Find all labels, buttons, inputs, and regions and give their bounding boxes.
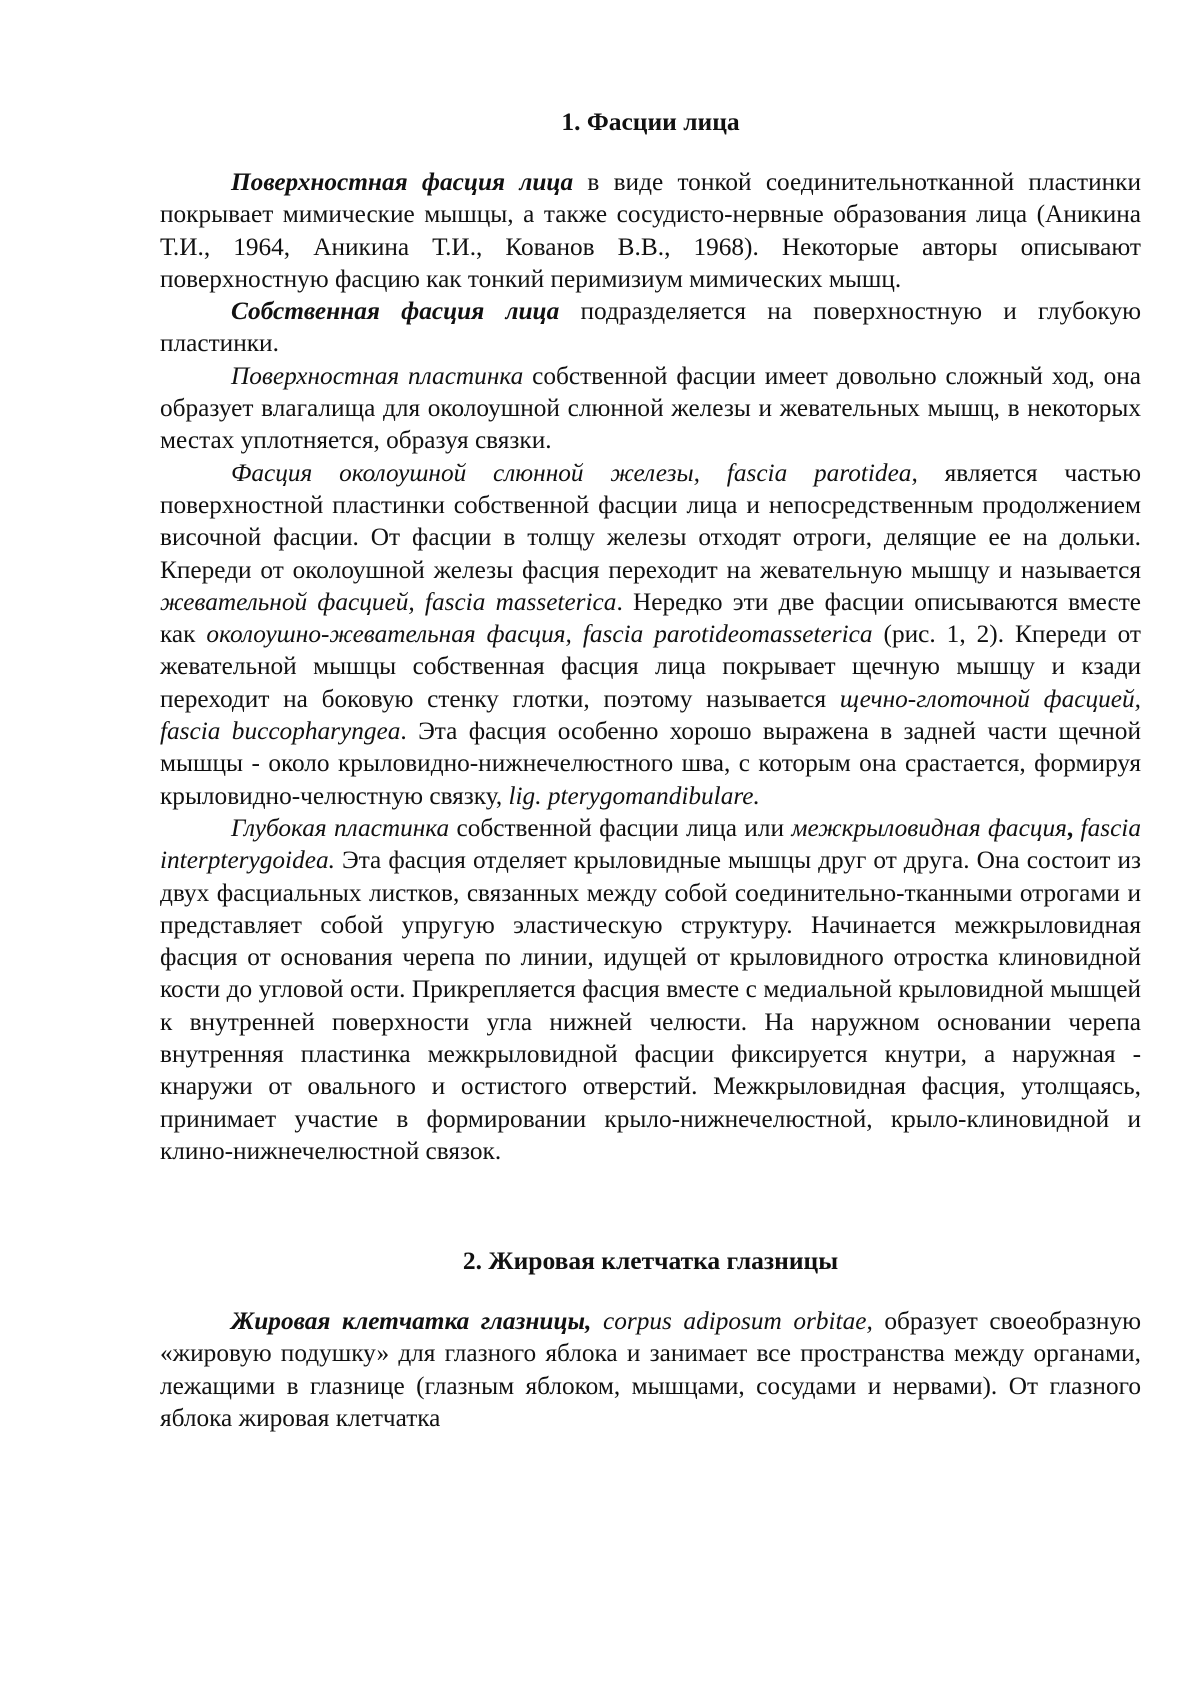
text-run: в виде тонкой соединительнотканной пластинки покрывает мимические мышцы, а также сосудисто-нервные образования лица (Аникина Т.И., 1964, Аникина Т.И., Кованов В.В., 1968). Некоторые авторы описывают поверхностную фасцию как тонкий перимизиум мимических мышц. [160,168,1141,293]
text-run: Поверхностная фасция лица [231,168,574,196]
paragraph [160,812,1141,1167]
paragraph [160,457,1141,812]
text-run: lig. pterygomandibulare. [508,781,760,810]
paragraph [160,1305,1141,1434]
section-2-body [160,1305,1141,1434]
text-run: образует своеобразную «жировую подушку» для глазного яблока и занимает все пространства между органами, лежащими в глазнице (глазным яблоком, мышцами, сосудами и нервами). От глазного яблока жировая клетчатка [160,1307,1142,1432]
text-run: околоушно-жевательная фасция, fascia parotideomasseterica [206,620,873,649]
text-run: , [1066,813,1074,842]
text-run: подразделяется на поверхностную и глубокую пластинки. [160,297,1141,358]
text-run: . Эта фасция особенно хорошо выражена в задней части щечной мышцы - около крыловидно-нижнечелюстного шва, с которым она срастается, формируя крыловидно-челюстную связку, [160,717,1141,810]
text-run: Глубокая пластинка [231,813,450,842]
text-run: Эта фасция отделяет крыловидные мышцы друг от друга. Она состоит из двух фасциальных листков, связанных между собой соединительно-тканными отрогами и представляет собой упругую эластическую структуру. Начинается межкрыловидная фасция от основания черепа по линии, идущей от крыловидного отростка клиновидной кости до угловой ости. Прикрепляется фасция вместе с медиальной крыловидной мышцей к внутренней поверхности угла нижней челюсти. На наружном основании черепа внутренняя пластинка межкрыловидной фасции фиксируется кнутри, а наружная - кнаружи от овального и остистого отверстий. Межкрыловидная фасция, утолщаясь, принимает участие в формировании крыло-нижнечелюстной, крыло-клиновидной и клино-нижнечелюстной связок. [160,846,1141,1165]
text-run: является частью поверхностной пластинки собственной фасции лица и непосредственным продолжением височной фасции. От фасции в толщу железы отходят отроги, делящие ее на дольки. Кпереди от околоушной железы фасция переходит на жевательную мышцу и называется [160,458,1141,584]
text-run: fascia interpterygoidea. [160,813,1141,875]
paragraph [160,166,1141,295]
text-run: собственной фасции лица или [449,813,792,842]
text-run: . Нередко эти две фасции описываются вместе как [160,587,1141,649]
paragraph [160,360,1141,457]
text-run: Собственная фасция лица [231,297,560,326]
text-run: Фасция околоушной слюнной железы, fascia parotidea, [231,458,918,487]
text-run [591,1307,603,1335]
text-run: (рис. 1, 2). Кпереди от жевательной мышцы собственная фасция лица покрывает щечную мышцу и кзади переходит на боковую стенку глотки, поэтому называется [160,620,1141,713]
text-run: Поверхностная пластинка [231,361,524,390]
section-2-title: 2. Жировая клетчатка глазницы [462,1246,839,1275]
text-run: щечно-глоточной фасцией, fascia buccopharyngea [160,684,1142,746]
section-1-title: 1. Фасции лица [561,107,740,136]
text-run: Жировая клетчатка глазницы, [231,1307,592,1335]
text-run: межкрыловидная фасция [791,813,1067,842]
text-run: corpus adiposum orbitae, [603,1307,873,1335]
text-run: жевательной фасцией, fascia masseterica [160,587,617,616]
paragraph [160,295,1141,360]
text-run: собственной фасции имеет довольно сложный ход, она образует влагалища для околоушной слюнной железы и жевательных мышц, в некоторых местах уплотняется, образуя связки. [160,361,1141,455]
section-1-body [160,166,1141,1167]
